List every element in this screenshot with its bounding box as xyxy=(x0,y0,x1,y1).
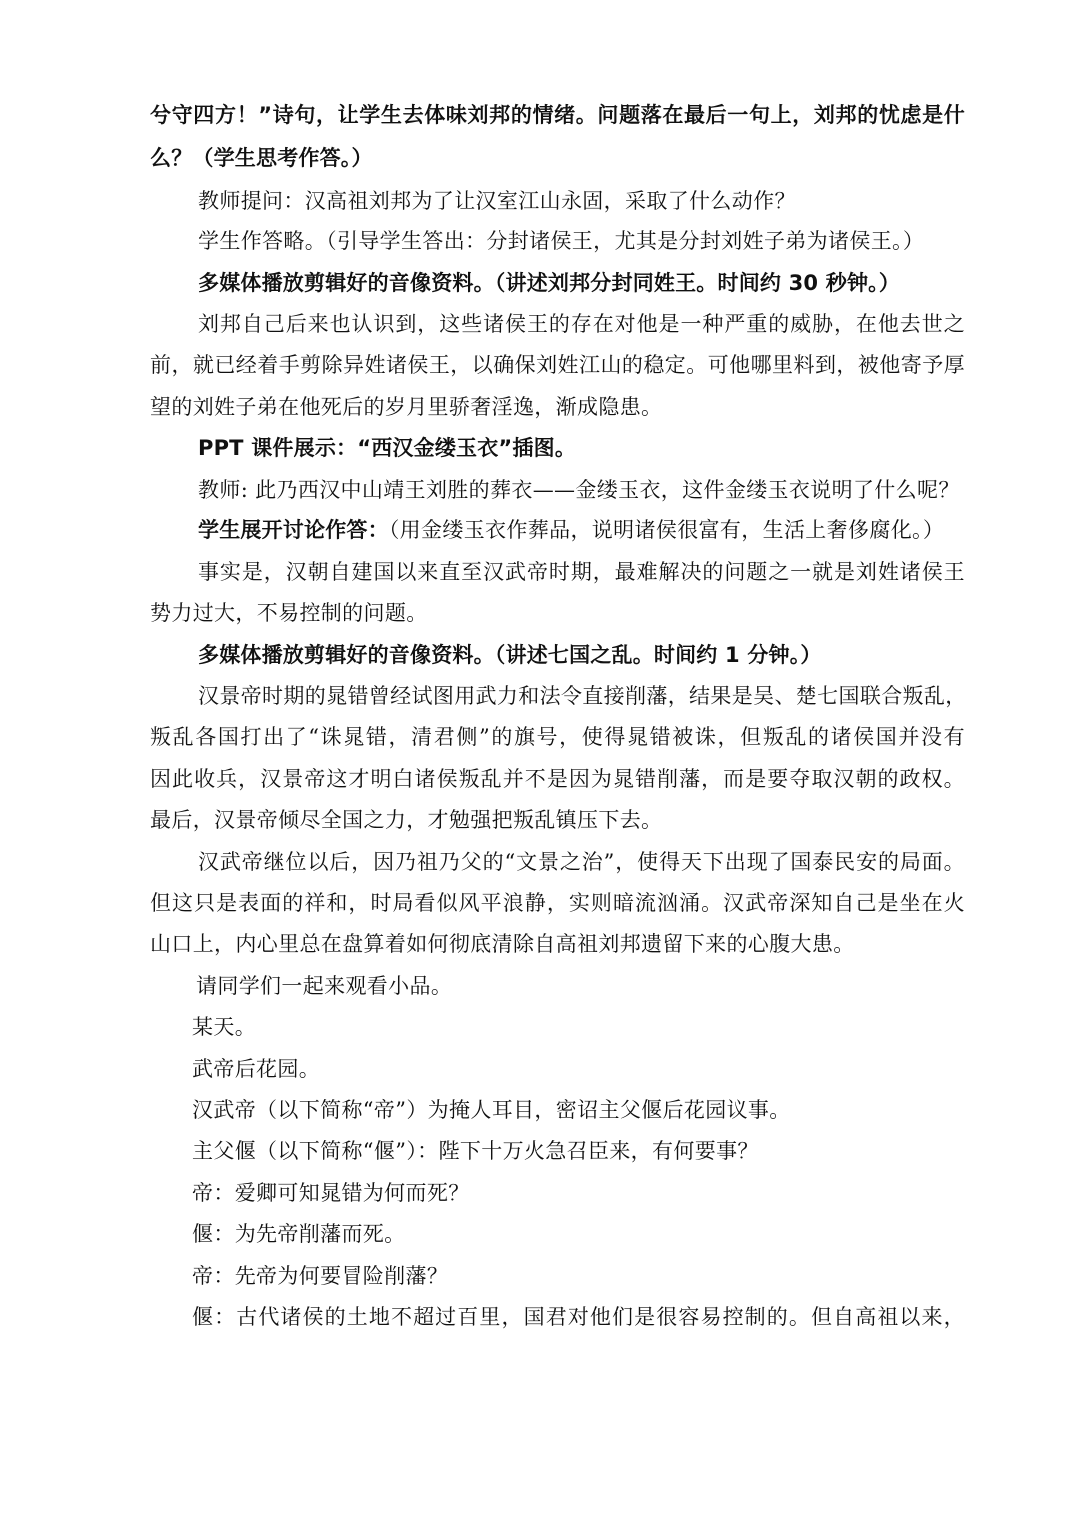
text-line: 最后，汉景帝倾尽全国之力，才勉强把叛乱镇压下去。 xyxy=(150,808,663,832)
text-line: 请同学们一起来观看小品。 xyxy=(196,974,453,998)
text-line: 但这只是表面的祥和，时局看似风平浪静，实则暗流汹涌。汉武帝深知自己是坐在火 xyxy=(150,891,965,915)
text-line: 帝：先帝为何要冒险削藩？ xyxy=(192,1264,449,1288)
text-line: 势力过大，不易控制的问题。 xyxy=(150,601,428,625)
text-line: 叛乱各国打出了“诛晁错，清君侧”的旗号，使得晁错被诛，但叛乱的诸侯国并没有 xyxy=(150,725,965,749)
text-line: 主父偃（以下简称“偃”）：陛下十万火急召臣来，有何要事？ xyxy=(192,1139,759,1163)
student-discussion-answer: （用金缕玉衣作葬品，说明诸侯很富有，生活上奢侈腐化。） xyxy=(388,518,945,542)
text-line: 么？（学生思考作答。） xyxy=(150,146,373,170)
text-line: 前，就已经着手剪除异姓诸侯王，以确保刘姓江山的稳定。可他哪里料到，被他寄予厚 xyxy=(150,353,965,377)
text-line: 刘邦自己后来也认识到，这些诸侯王的存在对他是一种严重的威胁，在他去世之 xyxy=(198,312,965,336)
text-line: 某天。 xyxy=(192,1015,257,1039)
text-line: 事实是，汉朝自建国以来直至汉武帝时期，最难解决的问题之一就是刘姓诸侯王 xyxy=(198,560,965,584)
text-line: 多媒体播放剪辑好的音像资料。（讲述刘邦分封同姓王。时间约 30 秒钟。） xyxy=(198,271,901,295)
text-line: 多媒体播放剪辑好的音像资料。（讲述七国之乱。时间约 1 分钟。） xyxy=(198,643,822,667)
text-line: 武帝后花园。 xyxy=(192,1057,321,1081)
text-line: 望的刘姓子弟在他死后的岁月里骄奢淫逸，渐成隐患。 xyxy=(150,395,663,419)
text-line: 偃：古代诸侯的土地不超过百里，国君对他们是很容易控制的。但自高祖以来， xyxy=(192,1305,965,1329)
text-line: 汉武帝继位以后，因乃祖乃父的“文景之治”，使得天下出现了国泰民安的局面。 xyxy=(198,850,965,874)
text-line: 帝：爱卿可知晁错为何而死？ xyxy=(192,1181,470,1205)
text-line xyxy=(198,515,965,545)
text-line: 教师提问：汉高祖刘邦为了让汉室江山永固，采取了什么动作？ xyxy=(198,189,796,213)
text-line: 山口上，内心里总在盘算着如何彻底清除自高祖刘邦遗留下来的心腹大患。 xyxy=(150,932,855,956)
text-line: 教师: 此乃西汉中山靖王刘胜的葬衣——金缕玉衣，这件金缕玉衣说明了什么呢？ xyxy=(198,478,960,502)
text-line: 学生作答略。（引导学生答出：分封诸侯王，尤其是分封刘姓子弟为诸侯王。） xyxy=(198,229,925,253)
text-line: 汉武帝（以下简称“帝”）为掩人耳目，密诏主父偃后花园议事。 xyxy=(192,1098,791,1122)
text-line: 因此收兵，汉景帝这才明白诸侯叛乱并不是因为晁错削藩，而是要夺取汉朝的政权。 xyxy=(150,767,965,791)
text-line: PPT 课件展示：“西汉金缕玉衣”插图。 xyxy=(198,436,577,460)
student-discussion-label: 学生展开讨论作答： xyxy=(198,518,389,542)
text-line: 偃：为先帝削藩而死。 xyxy=(192,1222,406,1246)
text-line: 兮守四方！”诗句，让学生去体味刘邦的情绪。问题落在最后一句上，刘邦的忧虑是什 xyxy=(150,103,965,127)
text-line: 汉景帝时期的晁错曾经试图用武力和法令直接削藩，结果是吴、楚七国联合叛乱， xyxy=(198,684,967,708)
